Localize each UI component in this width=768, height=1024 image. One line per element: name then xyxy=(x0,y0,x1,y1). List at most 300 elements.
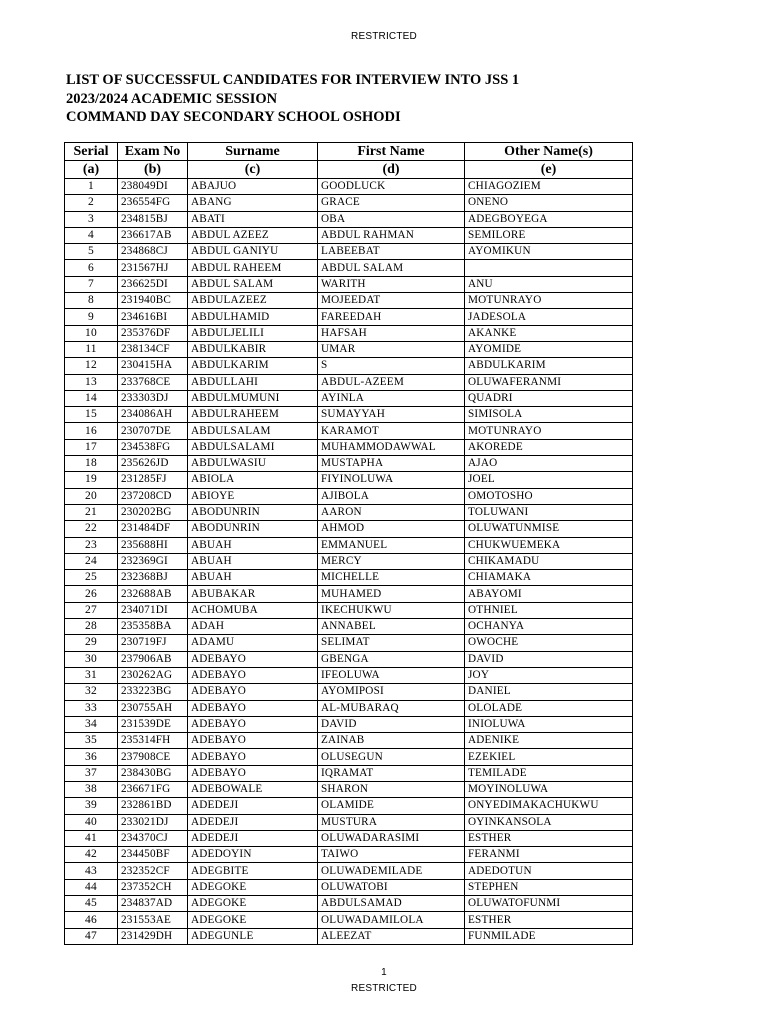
cell-exam-no: 232369GI xyxy=(118,553,188,569)
cell-other-names: AJAO xyxy=(465,456,633,472)
table-row xyxy=(65,472,633,488)
cell-first-name: AHMOD xyxy=(318,521,465,537)
restricted-marking-top: RESTRICTED xyxy=(351,31,417,42)
table-row xyxy=(65,684,633,700)
cell-other-names: AKOREDE xyxy=(465,439,633,455)
cell-first-name: AL-MUBARAQ xyxy=(318,700,465,716)
cell-other-names: ADENIKE xyxy=(465,733,633,749)
cell-surname: ADEBOWALE xyxy=(188,781,318,797)
cell-other-names: MOYINOLUWA xyxy=(465,781,633,797)
cell-serial: 2 xyxy=(65,195,118,211)
cell-exam-no: 230202BG xyxy=(118,504,188,520)
cell-serial: 5 xyxy=(65,244,118,260)
cell-surname: ADEDEJI xyxy=(188,830,318,846)
cell-surname: ABDULHAMID xyxy=(188,309,318,325)
cell-other-names: OWOCHE xyxy=(465,635,633,651)
cell-serial: 46 xyxy=(65,912,118,928)
cell-surname: ABDULMUMUNI xyxy=(188,390,318,406)
cell-other-names: SIMISOLA xyxy=(465,407,633,423)
cell-exam-no: 234450BF xyxy=(118,847,188,863)
table-row xyxy=(65,227,633,243)
table-row xyxy=(65,570,633,586)
cell-surname: ADAH xyxy=(188,619,318,635)
cell-surname: ABDULSALAM xyxy=(188,423,318,439)
cell-exam-no: 231553AE xyxy=(118,912,188,928)
cell-exam-no: 231539DE xyxy=(118,716,188,732)
cell-other-names: CHIAMAKA xyxy=(465,570,633,586)
table-row xyxy=(65,896,633,912)
cell-exam-no: 235376DF xyxy=(118,325,188,341)
table-row xyxy=(65,504,633,520)
cell-other-names: AYOMIDE xyxy=(465,341,633,357)
cell-exam-no: 232352CF xyxy=(118,863,188,879)
cell-serial: 37 xyxy=(65,765,118,781)
cell-other-names: AYOMIKUN xyxy=(465,244,633,260)
cell-surname: ABATI xyxy=(188,211,318,227)
cell-first-name: WARITH xyxy=(318,276,465,292)
cell-surname: ADEBAYO xyxy=(188,716,318,732)
cell-exam-no: 233223BG xyxy=(118,684,188,700)
cell-serial: 1 xyxy=(65,179,118,195)
cell-other-names: OLUWATUNMISE xyxy=(465,521,633,537)
cell-surname: ABUAH xyxy=(188,570,318,586)
cell-first-name: ANNABEL xyxy=(318,619,465,635)
cell-other-names: EZEKIEL xyxy=(465,749,633,765)
cell-other-names: ADEDOTUN xyxy=(465,863,633,879)
table-row xyxy=(65,749,633,765)
table-row xyxy=(65,244,633,260)
cell-serial: 11 xyxy=(65,341,118,357)
cell-first-name: ALEEZAT xyxy=(318,928,465,944)
cell-other-names: FERANMI xyxy=(465,847,633,863)
cell-first-name: GRACE xyxy=(318,195,465,211)
cell-surname: ADEGUNLE xyxy=(188,928,318,944)
cell-exam-no: 238134CF xyxy=(118,341,188,357)
cell-exam-no: 231429DH xyxy=(118,928,188,944)
cell-surname: ADEBAYO xyxy=(188,749,318,765)
cell-serial: 7 xyxy=(65,276,118,292)
cell-first-name: OLUWADEMILADE xyxy=(318,863,465,879)
cell-exam-no: 233303DJ xyxy=(118,390,188,406)
title-line-1: LIST OF SUCCESSFUL CANDIDATES FOR INTERVIEW INTO JSS 1 xyxy=(66,72,520,88)
table-row xyxy=(65,700,633,716)
cell-surname: ADAMU xyxy=(188,635,318,651)
cell-first-name: FIYINOLUWA xyxy=(318,472,465,488)
cell-other-names: JADESOLA xyxy=(465,309,633,325)
cell-surname: ABDUL SALAM xyxy=(188,276,318,292)
cell-surname: ADEGBITE xyxy=(188,863,318,879)
cell-serial: 23 xyxy=(65,537,118,553)
cell-serial: 25 xyxy=(65,570,118,586)
table-row xyxy=(65,276,633,292)
table-row xyxy=(65,456,633,472)
cell-exam-no: 234370CJ xyxy=(118,830,188,846)
cell-other-names: TOLUWANI xyxy=(465,504,633,520)
table-body xyxy=(65,179,633,945)
table-row xyxy=(65,341,633,357)
title-line-2: 2023/2024 ACADEMIC SESSION xyxy=(66,90,278,107)
cell-first-name: GOODLUCK xyxy=(318,179,465,195)
cell-serial: 41 xyxy=(65,830,118,846)
cell-serial: 33 xyxy=(65,700,118,716)
table-row xyxy=(65,325,633,341)
cell-first-name: OLAMIDE xyxy=(318,798,465,814)
cell-surname: ADEDEJI xyxy=(188,814,318,830)
cell-serial: 20 xyxy=(65,488,118,504)
cell-serial: 18 xyxy=(65,456,118,472)
cell-exam-no: 230755AH xyxy=(118,700,188,716)
header-serial: Serial xyxy=(65,143,118,161)
cell-first-name: MUSTAPHA xyxy=(318,456,465,472)
cell-other-names: STEPHEN xyxy=(465,879,633,895)
cell-first-name: SELIMAT xyxy=(318,635,465,651)
cell-serial: 27 xyxy=(65,602,118,618)
subheader-c: (c) xyxy=(188,161,318,179)
table-row xyxy=(65,928,633,944)
cell-serial: 38 xyxy=(65,781,118,797)
cell-serial: 17 xyxy=(65,439,118,455)
table-row xyxy=(65,293,633,309)
cell-other-names: ABDULKARIM xyxy=(465,358,633,374)
cell-serial: 31 xyxy=(65,667,118,683)
header-first-name: First Name xyxy=(318,143,465,161)
cell-surname: ABDULWASIU xyxy=(188,456,318,472)
cell-exam-no: 234071DI xyxy=(118,602,188,618)
cell-surname: ADEBAYO xyxy=(188,733,318,749)
cell-first-name: AARON xyxy=(318,504,465,520)
cell-other-names: ESTHER xyxy=(465,912,633,928)
cell-serial: 29 xyxy=(65,635,118,651)
cell-exam-no: 234868CJ xyxy=(118,244,188,260)
cell-serial: 24 xyxy=(65,553,118,569)
cell-other-names: MOTUNRAYO xyxy=(465,423,633,439)
cell-first-name: SUMAYYAH xyxy=(318,407,465,423)
cell-first-name: MUHAMED xyxy=(318,586,465,602)
cell-exam-no: 234538FG xyxy=(118,439,188,455)
cell-surname: ADEBAYO xyxy=(188,700,318,716)
cell-serial: 35 xyxy=(65,733,118,749)
cell-first-name: OBA xyxy=(318,211,465,227)
cell-serial: 4 xyxy=(65,227,118,243)
cell-first-name: FAREEDAH xyxy=(318,309,465,325)
cell-first-name: MERCY xyxy=(318,553,465,569)
cell-surname: ABDULKABIR xyxy=(188,341,318,357)
candidates-table xyxy=(64,142,633,945)
cell-serial: 15 xyxy=(65,407,118,423)
header-exam-no: Exam No xyxy=(118,143,188,161)
cell-surname: ADEBAYO xyxy=(188,667,318,683)
cell-serial: 28 xyxy=(65,619,118,635)
cell-exam-no: 233021DJ xyxy=(118,814,188,830)
cell-exam-no: 236554FG xyxy=(118,195,188,211)
subheader-d: (d) xyxy=(318,161,465,179)
cell-first-name: HAFSAH xyxy=(318,325,465,341)
cell-first-name: ABDUL RAHMAN xyxy=(318,227,465,243)
cell-other-names: TEMILADE xyxy=(465,765,633,781)
cell-exam-no: 230415HA xyxy=(118,358,188,374)
cell-first-name: OLUWATOBI xyxy=(318,879,465,895)
header-surname: Surname xyxy=(188,143,318,161)
cell-serial: 21 xyxy=(65,504,118,520)
cell-surname: ABDUL AZEEZ xyxy=(188,227,318,243)
cell-serial: 14 xyxy=(65,390,118,406)
cell-other-names: ADEGBOYEGA xyxy=(465,211,633,227)
cell-first-name: OLUWADARASIMI xyxy=(318,830,465,846)
cell-surname: ABDULSALAMI xyxy=(188,439,318,455)
cell-first-name: LABEEBAT xyxy=(318,244,465,260)
cell-other-names: ABAYOMI xyxy=(465,586,633,602)
cell-surname: ADEBAYO xyxy=(188,684,318,700)
cell-serial: 36 xyxy=(65,749,118,765)
cell-exam-no: 232368BJ xyxy=(118,570,188,586)
table-row xyxy=(65,733,633,749)
cell-surname: ADEGOKE xyxy=(188,879,318,895)
cell-first-name: AJIBOLA xyxy=(318,488,465,504)
table-row xyxy=(65,423,633,439)
cell-serial: 39 xyxy=(65,798,118,814)
cell-surname: ABDULAZEEZ xyxy=(188,293,318,309)
table-row xyxy=(65,716,633,732)
cell-serial: 34 xyxy=(65,716,118,732)
table-row xyxy=(65,602,633,618)
cell-serial: 22 xyxy=(65,521,118,537)
cell-serial: 13 xyxy=(65,374,118,390)
cell-serial: 3 xyxy=(65,211,118,227)
cell-surname: ABODUNRIN xyxy=(188,504,318,520)
cell-other-names: OLOLADE xyxy=(465,700,633,716)
cell-exam-no: 236625DI xyxy=(118,276,188,292)
table-row xyxy=(65,651,633,667)
cell-exam-no: 236617AB xyxy=(118,227,188,243)
title-line-3: COMMAND DAY SECONDARY SCHOOL OSHODI xyxy=(66,109,401,125)
cell-other-names: OLUWATOFUNMI xyxy=(465,896,633,912)
table-row xyxy=(65,814,633,830)
cell-serial: 10 xyxy=(65,325,118,341)
cell-exam-no: 232861BD xyxy=(118,798,188,814)
cell-exam-no: 237908CE xyxy=(118,749,188,765)
cell-first-name: KARAMOT xyxy=(318,423,465,439)
cell-other-names: OCHANYA xyxy=(465,619,633,635)
cell-other-names: SEMILORE xyxy=(465,227,633,243)
cell-first-name: AYINLA xyxy=(318,390,465,406)
cell-exam-no: 234815BJ xyxy=(118,211,188,227)
cell-exam-no: 235314FH xyxy=(118,733,188,749)
cell-other-names: FUNMILADE xyxy=(465,928,633,944)
cell-other-names: ESTHER xyxy=(465,830,633,846)
cell-serial: 26 xyxy=(65,586,118,602)
cell-exam-no: 234616BI xyxy=(118,309,188,325)
table-row xyxy=(65,179,633,195)
cell-exam-no: 238430BG xyxy=(118,765,188,781)
restricted-marking-bottom: RESTRICTED xyxy=(351,983,417,994)
table-row xyxy=(65,439,633,455)
table-row xyxy=(65,765,633,781)
cell-first-name: ZAINAB xyxy=(318,733,465,749)
cell-first-name: EMMANUEL xyxy=(318,537,465,553)
cell-surname: ABUAH xyxy=(188,553,318,569)
cell-other-names: JOY xyxy=(465,667,633,683)
cell-first-name: UMAR xyxy=(318,341,465,357)
header-row xyxy=(65,143,633,161)
cell-surname: ABUBAKAR xyxy=(188,586,318,602)
cell-exam-no: 234086AH xyxy=(118,407,188,423)
cell-first-name: GBENGA xyxy=(318,651,465,667)
cell-other-names: ONENO xyxy=(465,195,633,211)
cell-surname: ABIOLA xyxy=(188,472,318,488)
cell-first-name: AYOMIPOSI xyxy=(318,684,465,700)
cell-surname: ABDUL RAHEEM xyxy=(188,260,318,276)
table-row xyxy=(65,521,633,537)
cell-other-names: JOEL xyxy=(465,472,633,488)
cell-surname: ACHOMUBA xyxy=(188,602,318,618)
cell-other-names: MOTUNRAYO xyxy=(465,293,633,309)
cell-surname: ABDULRAHEEM xyxy=(188,407,318,423)
cell-surname: ABDUL GANIYU xyxy=(188,244,318,260)
cell-serial: 47 xyxy=(65,928,118,944)
cell-first-name: DAVID xyxy=(318,716,465,732)
table-row xyxy=(65,635,633,651)
cell-first-name: ABDUL SALAM xyxy=(318,260,465,276)
cell-surname: ABODUNRIN xyxy=(188,521,318,537)
cell-first-name: ABDULSAMAD xyxy=(318,896,465,912)
cell-first-name: MUSTURA xyxy=(318,814,465,830)
cell-first-name: ABDUL-AZEEM xyxy=(318,374,465,390)
cell-first-name: IKECHUKWU xyxy=(318,602,465,618)
cell-serial: 40 xyxy=(65,814,118,830)
table-row xyxy=(65,488,633,504)
cell-other-names: DANIEL xyxy=(465,684,633,700)
cell-first-name: S xyxy=(318,358,465,374)
cell-first-name: IQRAMAT xyxy=(318,765,465,781)
cell-exam-no: 232688AB xyxy=(118,586,188,602)
table-row xyxy=(65,912,633,928)
table-row xyxy=(65,390,633,406)
cell-exam-no: 237208CD xyxy=(118,488,188,504)
cell-exam-no: 230707DE xyxy=(118,423,188,439)
cell-first-name: OLUSEGUN xyxy=(318,749,465,765)
cell-exam-no: 230262AG xyxy=(118,667,188,683)
cell-surname: ABDULLAHI xyxy=(188,374,318,390)
cell-surname: ADEGOKE xyxy=(188,896,318,912)
cell-exam-no: 235688HI xyxy=(118,537,188,553)
cell-first-name: TAIWO xyxy=(318,847,465,863)
cell-other-names: CHIAGOZIEM xyxy=(465,179,633,195)
table-row xyxy=(65,358,633,374)
cell-other-names: CHIKAMADU xyxy=(465,553,633,569)
cell-exam-no: 231484DF xyxy=(118,521,188,537)
table-row xyxy=(65,553,633,569)
table-row xyxy=(65,211,633,227)
cell-other-names: OMOTOSHO xyxy=(465,488,633,504)
subheader-b: (b) xyxy=(118,161,188,179)
table-row xyxy=(65,830,633,846)
document-title xyxy=(66,71,519,127)
cell-serial: 6 xyxy=(65,260,118,276)
cell-surname: ABDULJELILI xyxy=(188,325,318,341)
cell-surname: ABUAH xyxy=(188,537,318,553)
cell-first-name: IFEOLUWA xyxy=(318,667,465,683)
table-row xyxy=(65,195,633,211)
table-row xyxy=(65,260,633,276)
cell-first-name: SHARON xyxy=(318,781,465,797)
cell-serial: 16 xyxy=(65,423,118,439)
table-row xyxy=(65,374,633,390)
cell-surname: ADEGOKE xyxy=(188,912,318,928)
cell-exam-no: 237352CH xyxy=(118,879,188,895)
cell-other-names: OTHNIEL xyxy=(465,602,633,618)
cell-exam-no: 234837AD xyxy=(118,896,188,912)
cell-exam-no: 235626JD xyxy=(118,456,188,472)
cell-other-names: INIOLUWA xyxy=(465,716,633,732)
subheader-e: (e) xyxy=(465,161,633,179)
cell-first-name: MOJEEDAT xyxy=(318,293,465,309)
cell-first-name: MICHELLE xyxy=(318,570,465,586)
cell-exam-no: 231940BC xyxy=(118,293,188,309)
cell-exam-no: 236671FG xyxy=(118,781,188,797)
table-row xyxy=(65,309,633,325)
cell-first-name: MUHAMMODAWWAL xyxy=(318,439,465,455)
cell-other-names: DAVID xyxy=(465,651,633,667)
cell-surname: ADEDOYIN xyxy=(188,847,318,863)
cell-exam-no: 238049DI xyxy=(118,179,188,195)
table-row xyxy=(65,879,633,895)
cell-serial: 44 xyxy=(65,879,118,895)
table-row xyxy=(65,586,633,602)
cell-first-name: OLUWADAMILOLA xyxy=(318,912,465,928)
cell-surname: ABIOYE xyxy=(188,488,318,504)
cell-other-names: OLUWAFERANMI xyxy=(465,374,633,390)
cell-other-names: QUADRI xyxy=(465,390,633,406)
cell-surname: ABAJUO xyxy=(188,179,318,195)
cell-serial: 12 xyxy=(65,358,118,374)
cell-surname: ADEDEJI xyxy=(188,798,318,814)
cell-other-names: ANU xyxy=(465,276,633,292)
table-row xyxy=(65,407,633,423)
cell-exam-no: 230719FJ xyxy=(118,635,188,651)
cell-serial: 30 xyxy=(65,651,118,667)
cell-serial: 45 xyxy=(65,896,118,912)
cell-other-names: OYINKANSOLA xyxy=(465,814,633,830)
cell-other-names xyxy=(465,260,633,276)
cell-exam-no: 233768CE xyxy=(118,374,188,390)
cell-other-names: ONYEDIMAKACHUKWU xyxy=(465,798,633,814)
cell-surname: ADEBAYO xyxy=(188,765,318,781)
table-row xyxy=(65,798,633,814)
cell-serial: 32 xyxy=(65,684,118,700)
table-row xyxy=(65,619,633,635)
cell-other-names: AKANKE xyxy=(465,325,633,341)
table-row xyxy=(65,667,633,683)
cell-exam-no: 231567HJ xyxy=(118,260,188,276)
subheader-a: (a) xyxy=(65,161,118,179)
cell-other-names: CHUKWUEMEKA xyxy=(465,537,633,553)
subheader-row xyxy=(65,161,633,179)
table-header xyxy=(65,143,633,179)
cell-serial: 9 xyxy=(65,309,118,325)
cell-surname: ABDULKARIM xyxy=(188,358,318,374)
table-row xyxy=(65,781,633,797)
cell-serial: 19 xyxy=(65,472,118,488)
table-row xyxy=(65,863,633,879)
cell-serial: 8 xyxy=(65,293,118,309)
table-row xyxy=(65,537,633,553)
cell-exam-no: 231285FJ xyxy=(118,472,188,488)
page-number: 1 xyxy=(381,967,387,978)
cell-exam-no: 235358BA xyxy=(118,619,188,635)
cell-exam-no: 237906AB xyxy=(118,651,188,667)
header-other-names: Other Name(s) xyxy=(465,143,633,161)
cell-serial: 42 xyxy=(65,847,118,863)
